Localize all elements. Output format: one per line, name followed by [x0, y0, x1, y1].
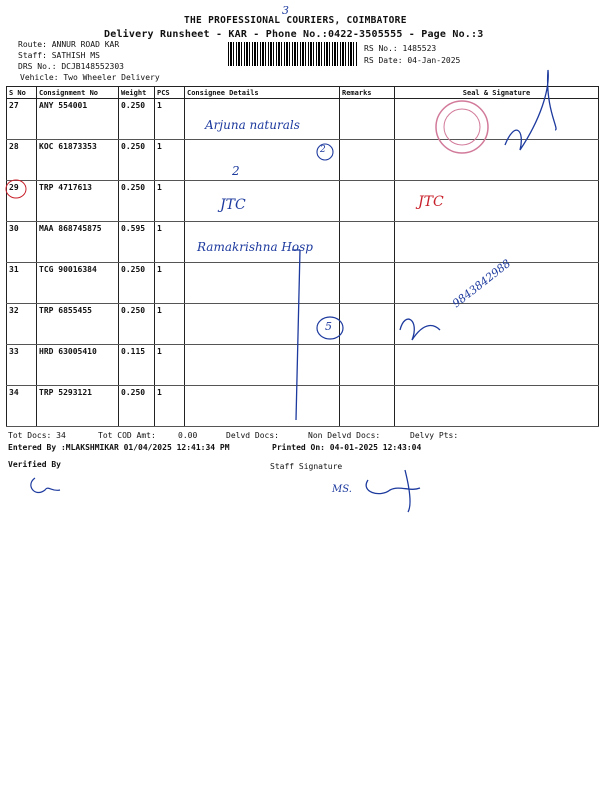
cell-weight: 0.250: [119, 140, 155, 181]
cell-sno: 33: [7, 345, 37, 386]
cell-weight: 0.250: [119, 181, 155, 222]
route-label: Route: ANNUR ROAD KAR: [18, 40, 120, 49]
seal-signature: [505, 70, 556, 150]
handwritten-arjuna: Arjuna naturals: [205, 118, 300, 132]
cell-pcs: 1: [155, 181, 185, 222]
printed-on: Printed On: 04-01-2025 12:43:04: [272, 443, 422, 452]
col-seal: Seal & Signature: [395, 87, 599, 99]
total-cod-label: Tot COD Amt:: [98, 431, 156, 440]
total-cod-value: 0.00: [178, 431, 198, 440]
cell-pcs: 1: [155, 99, 185, 140]
handwritten-ms: MS.: [332, 484, 352, 495]
seal-stamp-inner: [444, 109, 480, 145]
cell-pcs: 1: [155, 263, 185, 304]
non-delivered-docs: Non Delvd Docs:: [308, 431, 381, 440]
col-pcs: PCS: [155, 87, 185, 99]
cell-weight: 0.115: [119, 345, 155, 386]
cell-sno: 27: [7, 99, 37, 140]
cell-sno: 34: [7, 386, 37, 427]
cell-consignment: MAA 868745875: [37, 222, 119, 263]
runsheet-title: Delivery Runsheet - KAR - Phone No.:0422-3505555 - Page No.:3: [104, 29, 484, 40]
cell-consignment: TRP 4717613: [37, 181, 119, 222]
cell-pcs: 1: [155, 345, 185, 386]
handwritten-mark-row28: 2: [232, 164, 240, 178]
cell-sno: 28: [7, 140, 37, 181]
delivery-points: Delvy Pts:: [410, 431, 459, 440]
staff-signature-label: Staff Signature: [270, 462, 343, 471]
col-consignee: Consignee Details: [185, 87, 340, 99]
handwritten-row29-mark: JTC: [220, 197, 246, 213]
cell-consignment: HRD 63005410: [37, 345, 119, 386]
cell-sno: 31: [7, 263, 37, 304]
cell-consignment: TRP 5293121: [37, 386, 119, 427]
cell-pcs: 1: [155, 304, 185, 345]
bracket-line: [292, 250, 300, 420]
delivered-docs: Delvd Docs:: [226, 431, 279, 440]
drs-number: DRS No.: DCJB148552303: [18, 62, 124, 71]
rs-number: RS No.: 1485523: [364, 44, 437, 53]
cell-weight: 0.250: [119, 304, 155, 345]
cell-weight: 0.250: [119, 386, 155, 427]
cell-pcs: 1: [155, 222, 185, 263]
handwritten-circled-5: 5: [325, 320, 332, 333]
total-docs: Tot Docs: 34: [8, 431, 66, 440]
staff-label: Staff: SATHISH MS: [18, 51, 100, 60]
cell-weight: 0.250: [119, 263, 155, 304]
handwritten-phone: 9843842988: [450, 256, 514, 311]
handwritten-page-number: 3: [282, 4, 289, 17]
cell-pcs: 1: [155, 386, 185, 427]
col-sno: S No: [7, 87, 37, 99]
col-weight: Weight: [119, 87, 155, 99]
verified-signature: [31, 478, 60, 493]
rs-date: RS Date: 04-Jan-2025: [364, 56, 461, 65]
handwritten-ramakrishna: Ramakrishna Hosp: [197, 240, 313, 254]
cell-pcs: 1: [155, 140, 185, 181]
cell-consignment: TCG 90016384: [37, 263, 119, 304]
cell-weight: 0.595: [119, 222, 155, 263]
cell-sno: 29: [7, 181, 37, 222]
entered-by: Entered By :MLAKSHMIKAR 01/04/2025 12:41:34 PM: [8, 443, 230, 452]
row32-signature: [400, 319, 440, 340]
cell-weight: 0.250: [119, 99, 155, 140]
cell-sno: 30: [7, 222, 37, 263]
handwritten-circled-2: 2: [320, 145, 326, 155]
verified-by-label: Verified By: [8, 460, 61, 469]
cell-consignment: ANY 554001: [37, 99, 119, 140]
col-consignment: Consignment No: [37, 87, 119, 99]
red-handwritten-mark: JTC: [418, 194, 444, 210]
cell-consignment: KOC 61873353: [37, 140, 119, 181]
cell-sno: 32: [7, 304, 37, 345]
staff-handwritten-signature: [366, 470, 420, 512]
vehicle-label: Vehicle: Two Wheeler Delivery: [20, 73, 160, 82]
cell-consignment: TRP 6855455: [37, 304, 119, 345]
red-circle-mark: [6, 180, 26, 198]
col-remarks: Remarks: [340, 87, 395, 99]
company-heading: THE PROFESSIONAL COURIERS, COIMBATORE: [184, 15, 407, 26]
